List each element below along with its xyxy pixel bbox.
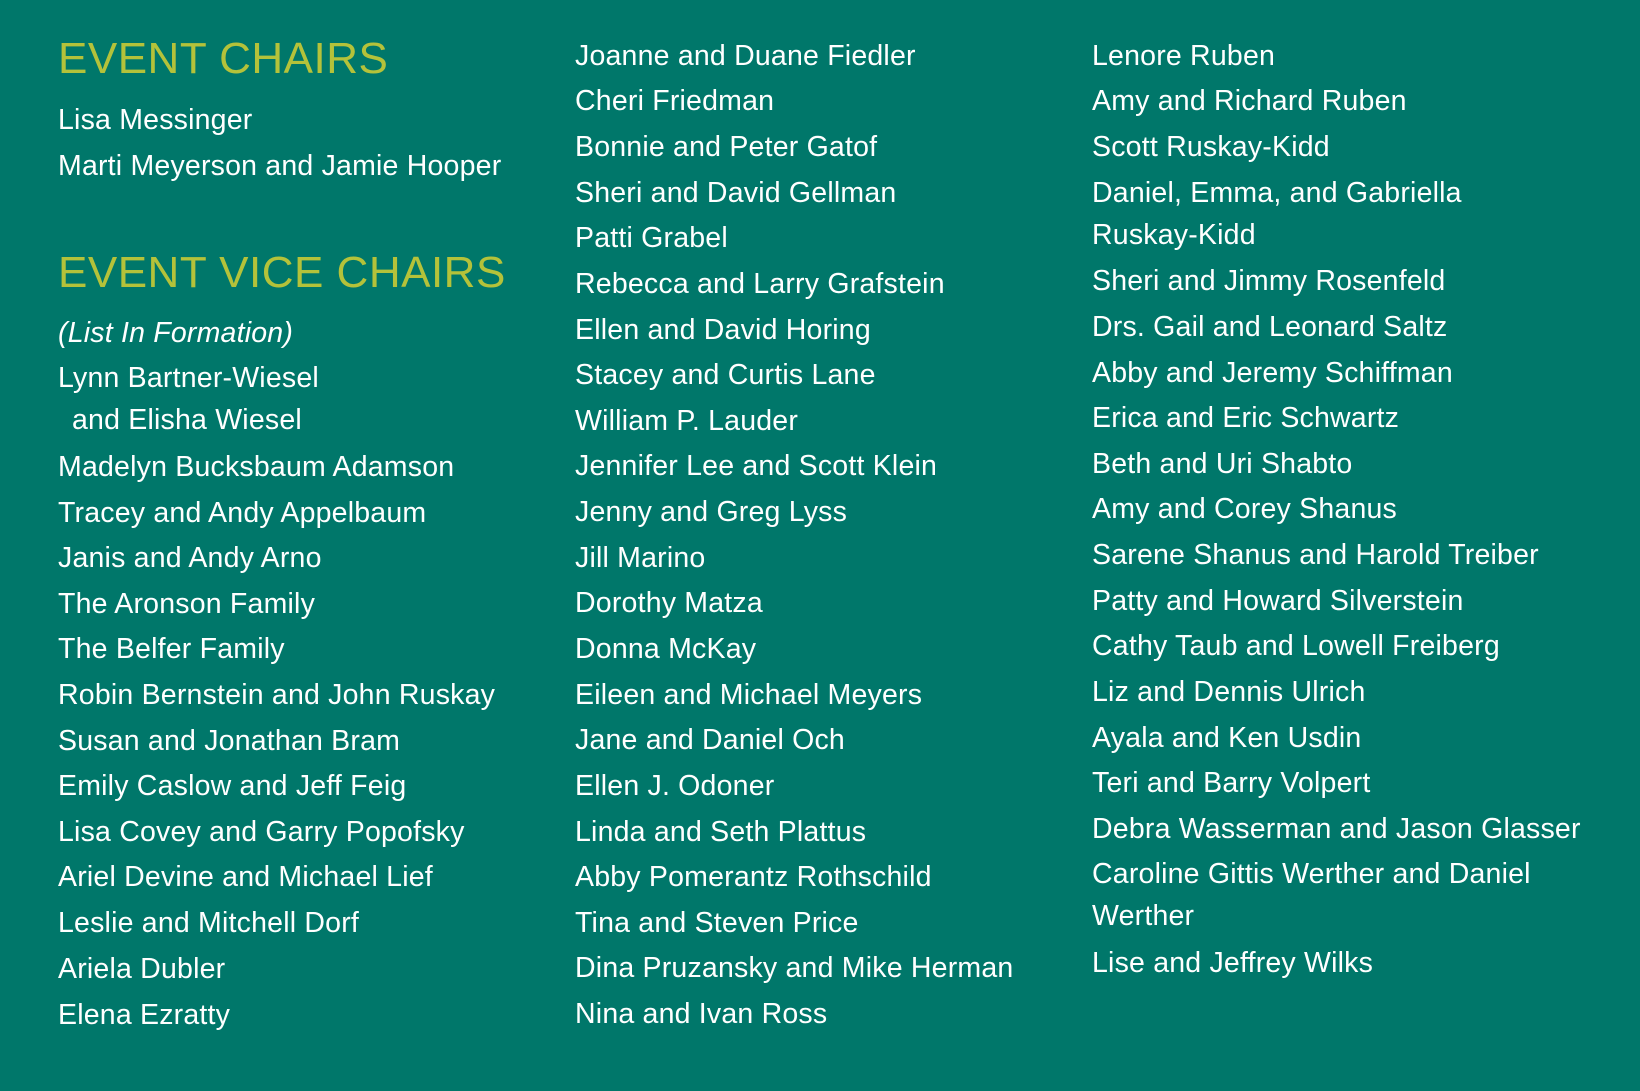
- donor-name: Jane and Daniel Och: [575, 724, 845, 756]
- donor-name: Rebecca and Larry Grafstein: [575, 268, 945, 300]
- vice-chair-name: Ariel Devine and Michael Lief: [58, 861, 433, 893]
- vice-chair-name: [58, 356, 319, 400]
- donor-name: Teri and Barry Volpert: [1092, 767, 1371, 799]
- chair-name: Lisa Messinger: [58, 104, 253, 136]
- donor-name: Jenny and Greg Lyss: [575, 496, 848, 528]
- donor-name: Erica and Eric Schwartz: [1092, 402, 1400, 434]
- donor-name: Jennifer Lee and Scott Klein: [575, 450, 938, 482]
- event-vice-chairs-heading: EVENT VICE CHAIRS: [58, 248, 506, 297]
- vice-chair-name: Lisa Covey and Garry Popofsky: [58, 816, 465, 848]
- vice-chair-name: Emily Caslow and Jeff Feig: [58, 770, 407, 802]
- donor-name: Tina and Steven Price: [575, 907, 859, 939]
- donor-name: Patti Grabel: [575, 222, 728, 254]
- donor-name: William P. Lauder: [575, 405, 799, 437]
- vice-chair-name: The Aronson Family: [58, 588, 316, 620]
- vice-chair-name: Tracey and Andy Appelbaum: [58, 497, 427, 529]
- donor-name: Dina Pruzansky and Mike Herman: [575, 952, 1014, 984]
- vice-chair-name: Ariela Dubler: [58, 953, 226, 985]
- vice-chair-name: Leslie and Mitchell Dorf: [58, 907, 360, 939]
- donor-name: Amy and Corey Shanus: [1092, 493, 1397, 525]
- vice-chair-name: Elena Ezratty: [58, 999, 231, 1031]
- vice-chair-name-continuation: [58, 398, 302, 442]
- donor-name: Sheri and Jimmy Rosenfeld: [1092, 265, 1446, 297]
- vice-chair-name: The Belfer Family: [58, 633, 285, 665]
- donor-name: Beth and Uri Shabto: [1092, 448, 1353, 480]
- chair-name: Marti Meyerson and Jamie Hooper: [58, 150, 502, 182]
- donor-name-wrapped: Caroline Gittis Werther and Daniel Werther: [1092, 858, 1531, 932]
- donor-name: Sarene Shanus and Harold Treiber: [1092, 539, 1539, 571]
- vice-chair-name: Susan and Jonathan Bram: [58, 725, 401, 757]
- donor-name: Lise and Jeffrey Wilks: [1092, 947, 1374, 979]
- donor-name: Nina and Ivan Ross: [575, 998, 828, 1030]
- donor-name: Liz and Dennis Ulrich: [1092, 676, 1366, 708]
- donor-name: Debra Wasserman and Jason Glasser: [1092, 813, 1581, 845]
- vice-chair-name: Janis and Andy Arno: [58, 542, 322, 574]
- donor-name: Linda and Seth Plattus: [575, 816, 867, 848]
- donor-name: Lenore Ruben: [1092, 40, 1276, 72]
- vice-chair-name: Madelyn Bucksbaum Adamson: [58, 451, 455, 483]
- donor-name: Drs. Gail and Leonard Saltz: [1092, 311, 1448, 343]
- donor-name: Sheri and David Gellman: [575, 177, 897, 209]
- donor-name: Joanne and Duane Fiedler: [575, 40, 916, 72]
- donor-name: Stacey and Curtis Lane: [575, 359, 876, 391]
- donor-name-wrapped: Daniel, Emma, and Gabriella Ruskay-Kidd: [1092, 177, 1462, 251]
- vice-chair-name-line2: and Elisha Wiesel: [72, 404, 302, 436]
- event-chairs-heading: EVENT CHAIRS: [58, 34, 389, 83]
- vice-chair-name-line1: Lynn Bartner-Wiesel: [58, 362, 319, 394]
- donor-name: Cathy Taub and Lowell Freiberg: [1092, 630, 1500, 662]
- donor-name: Cheri Friedman: [575, 85, 775, 117]
- donor-name: Jill Marino: [575, 542, 706, 574]
- donor-name: Eileen and Michael Meyers: [575, 679, 923, 711]
- donor-name: Ellen J. Odoner: [575, 770, 775, 802]
- vice-chair-name: Robin Bernstein and John Ruskay: [58, 679, 496, 711]
- donor-name: Ellen and David Horing: [575, 314, 871, 346]
- donor-name: Ayala and Ken Usdin: [1092, 722, 1362, 754]
- donor-name: Amy and Richard Ruben: [1092, 85, 1407, 117]
- donor-name: Abby and Jeremy Schiffman: [1092, 357, 1453, 389]
- donor-name: Scott Ruskay-Kidd: [1092, 131, 1330, 163]
- donor-name: Patty and Howard Silverstein: [1092, 585, 1464, 617]
- list-in-formation-note: (List In Formation): [58, 317, 294, 349]
- donor-name: Bonnie and Peter Gatof: [575, 131, 878, 163]
- donor-name: Donna McKay: [575, 633, 757, 665]
- donor-name: Abby Pomerantz Rothschild: [575, 861, 932, 893]
- donor-name: Dorothy Matza: [575, 587, 763, 619]
